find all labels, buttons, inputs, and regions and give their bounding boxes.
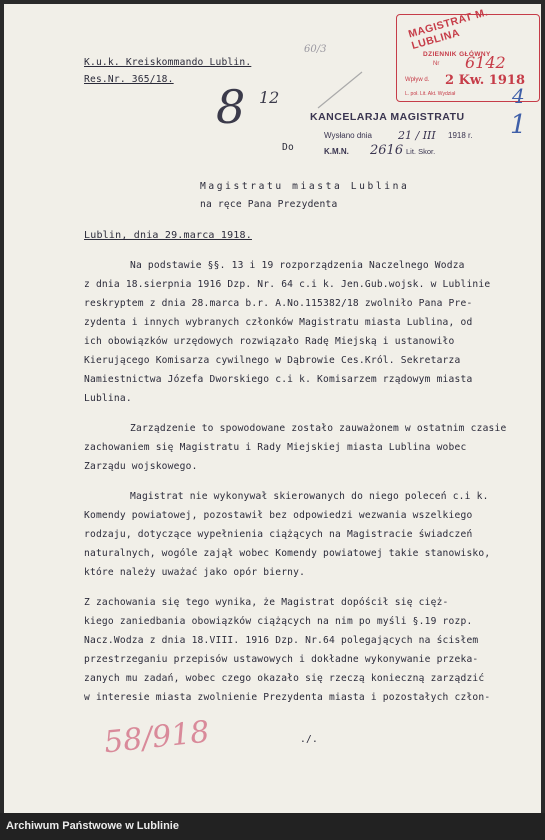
registry-number-label: Nr (433, 61, 440, 67)
office-kmn-suffix: Lit. Skor. (406, 147, 436, 156)
pencil-note: 60/3 (304, 44, 327, 55)
body-line: naturalnych, wogóle zajął wobec Komendy powiatowej takie stanowisko, (84, 548, 491, 559)
body-line: zydenta i innych wybranych członków Magistratu miasta Lublina, od (84, 317, 473, 328)
red-pencil-number: 58/918 (102, 714, 212, 761)
archive-footer: Archiwum Państwowe w Lublinie (0, 813, 545, 840)
body-line: Lublina. (84, 393, 132, 404)
header-line-2: Res.Nr. 365/18. (84, 74, 174, 85)
body-line: Zarządzenie to spowodowane zostało zauważonem w ostatnim czasie (130, 423, 507, 434)
handwritten-12: 12 (259, 88, 280, 107)
registry-stamp-subtitle: DZIENNIK GŁÓWNY (423, 51, 491, 58)
office-stamp (308, 107, 508, 169)
addressee-line-2: na ręce Pana Prezydenta (200, 199, 338, 210)
page-continuation-mark: ./. (300, 734, 318, 745)
office-sent-year: 1918 r. (448, 131, 473, 140)
body-line: z dnia 18.sierpnia 1916 Dzp. Nr. 64 c.i k. Jen.Gub.wojsk. w Lublinie (84, 279, 491, 290)
body-line: Magistrat nie wykonywał skierowanych do niego poleceń c.i k. (130, 491, 489, 502)
registry-number-value: 6142 (465, 53, 506, 72)
do-label: Do (282, 142, 294, 153)
body-line: zachowaniem się Magistratu i Rady Miejskiej miasta Lublina wobec (84, 442, 467, 453)
header-line-1: K.u.k. Kreiskommando Lublin. (84, 57, 252, 68)
body-line: przestrzeganiu przepisów ustawowych i dokładne wykonywanie przeka- (84, 654, 479, 665)
office-sent-label: Wysłano dnia (324, 131, 372, 140)
addressee-line-1: Magistratu miasta Lublina (200, 181, 410, 192)
body-line: w interesie miasta zwolnienie Prezydenta miasta i pozostałych człon- (84, 692, 491, 703)
registry-received-value: 2 Kw. 1918 (445, 73, 525, 88)
body-line: Komendy powiatowej, pozostawił bez odpowiedzi wezwania wszelkiego (84, 510, 473, 521)
body-line: kiego zaniedbania obowiązków ciążących na nim po myśli §.19 rozp. (84, 616, 473, 627)
body-line: Zarządu wojskowego. (84, 461, 198, 472)
office-kmn-value: 2616 (370, 143, 404, 158)
office-kmn-label: K.M.N. (324, 147, 349, 156)
body-line: które należy uważać jako opór bierny. (84, 567, 306, 578)
body-line: Namiestnictwa Józefa Dworskiego c.i k. Komisarzem rządowym miasta (84, 374, 473, 385)
document-page (4, 4, 541, 813)
body-line: reskryptem z dnia 28.marca b.r. A.No.115382/18 zwolniło Pana Pre- (84, 298, 473, 309)
body-line: Kierującego Komisarza cywilnego w Dąbrowie Ces.Król. Sekretarza (84, 355, 461, 366)
registry-line2-label: L. poł. Lit. Akt. Wydział (405, 91, 456, 97)
body-line: Z zachowania się tego wynika, że Magistrat dopóścił się cięż- (84, 597, 449, 608)
blue-handwritten-4: 4 (512, 84, 525, 108)
body-line: Nacz.Wodza z dnia 18.VIII. 1916 Dzp. Nr.64 polegających na ścisłem (84, 635, 479, 646)
office-stamp-title: KANCELARJA MAGISTRATU (310, 111, 465, 123)
handwritten-8: 8 (216, 80, 246, 134)
registry-received-label: Wpływ d. (405, 77, 430, 83)
office-sent-value: 21 / III (398, 129, 436, 142)
body-line: Na podstawie §§. 13 i 19 rozporządzenia Naczelnego Wodza (130, 260, 465, 271)
body-line: zanych mu zadań, wobec czego okazało się rzeczą konieczną zarządzić (84, 673, 485, 684)
body-line: rodzaju, dotyczące wypełnienia ciążących na Magistracie świadczeń (84, 529, 473, 540)
blue-handwritten-1: 1 (510, 110, 527, 140)
date-line: Lublin, dnia 29.marca 1918. (84, 230, 252, 241)
registry-stamp-title: MAGISTRAT M. LUBLINA (407, 6, 490, 53)
body-line: ich obowiązków urzędowych rozwiązało Radę Miejską i ustanowiło (84, 336, 455, 347)
